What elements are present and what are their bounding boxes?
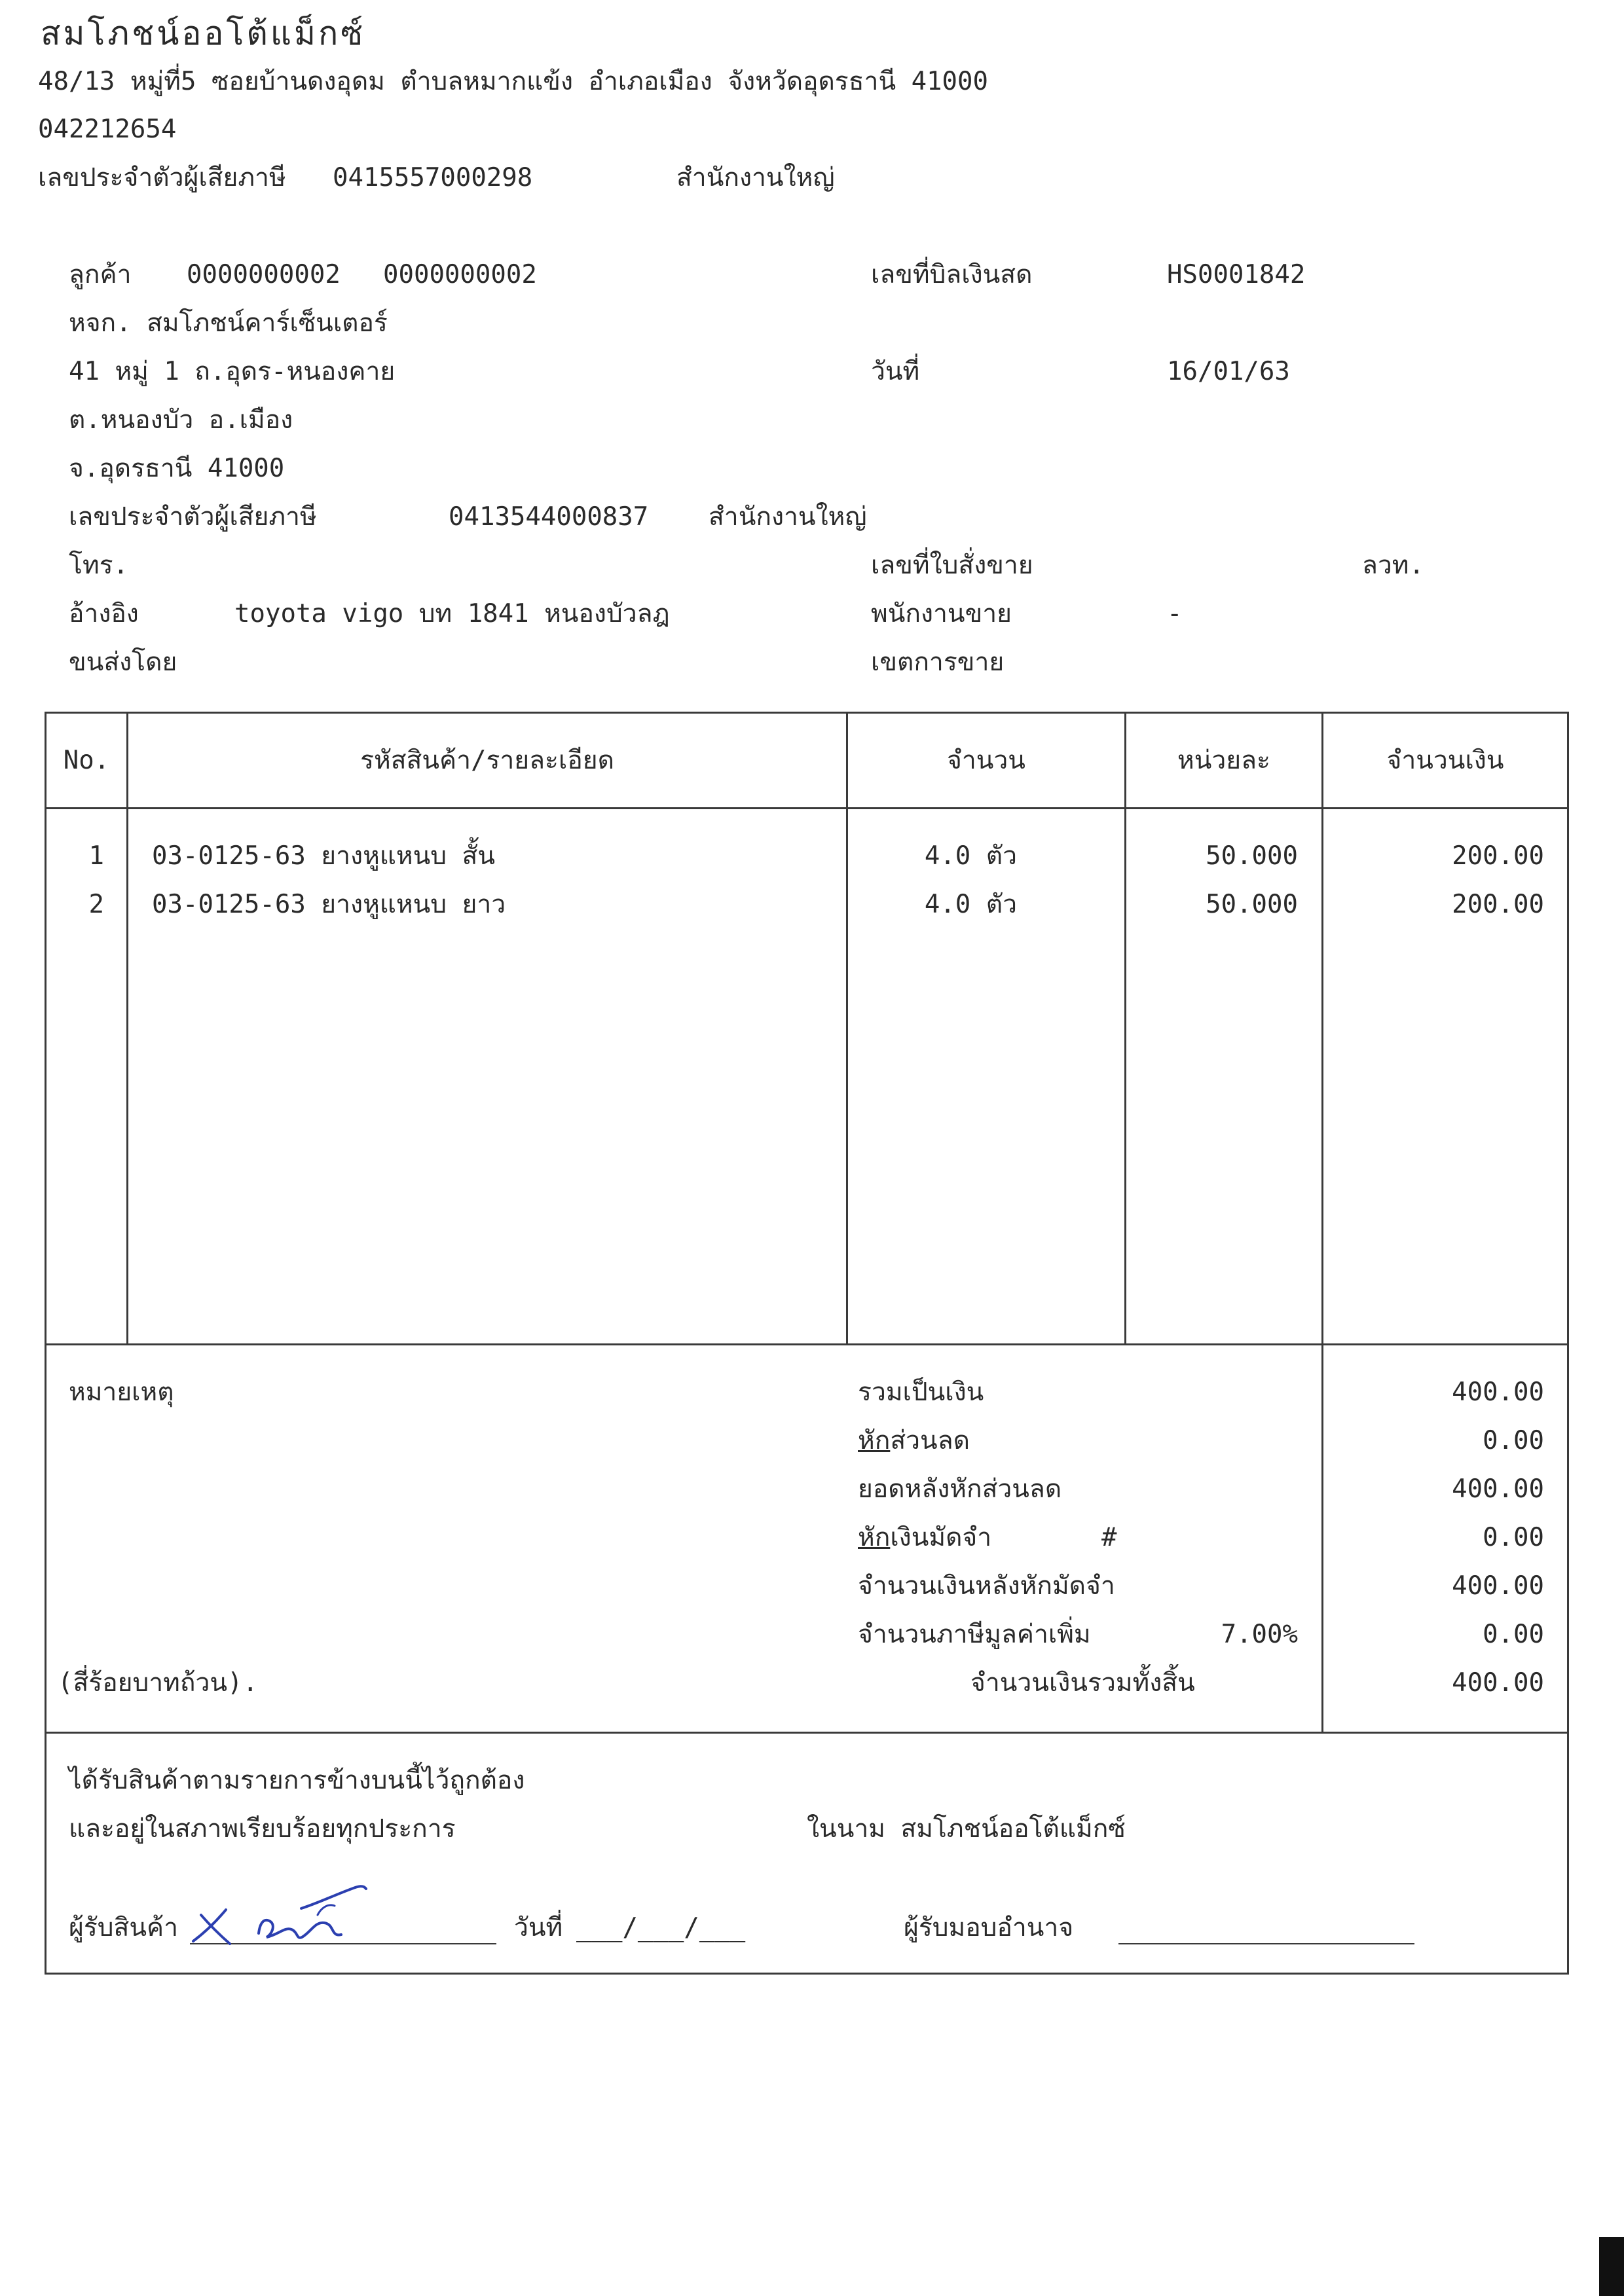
company-branch: สำนักงานใหญ่ xyxy=(676,163,835,192)
received-line-2: และอยู่ในสภาพเรียบร้อยทุกประการ xyxy=(69,1814,456,1844)
grand-total-value: 400.00 xyxy=(1452,1668,1544,1698)
row-2-no: 2 xyxy=(88,890,104,919)
customer-reference-label: อ้างอิง xyxy=(69,599,139,629)
company-phone: 042212654 xyxy=(38,115,177,144)
table-totals-bottom xyxy=(45,1732,1569,1734)
on-behalf-of: ในนาม สมโภชน์ออโต้แม็กซ์ xyxy=(807,1814,1126,1844)
company-name: สมโภชน์ออโต้แม็กซ์ xyxy=(41,14,366,52)
customer-tax-id: 0413544000837 xyxy=(449,502,649,532)
customer-reference-value: toyota vigo บท 1841 หนองบัวลฎ xyxy=(234,599,670,629)
vat-label: จำนวนภาษีมูลค่าเพิ่ม xyxy=(858,1620,1091,1649)
customer-address-2: ต.หนองบัว อ.เมือง xyxy=(69,405,293,435)
receiver-label: ผู้รับสินค้า xyxy=(69,1913,179,1942)
deposit-prefix: หัก xyxy=(858,1523,891,1552)
row-1-no: 1 xyxy=(88,841,104,871)
authorized-signature-line xyxy=(1118,1943,1414,1944)
remark-label: หมายเหตุ xyxy=(69,1377,174,1407)
customer-code-2: 0000000002 xyxy=(383,260,537,289)
deposit-value: 0.00 xyxy=(1483,1523,1544,1552)
table-footer-bottom xyxy=(45,1973,1569,1975)
customer-label: ลูกค้า xyxy=(69,260,132,289)
discount-value: 0.00 xyxy=(1483,1426,1544,1455)
header-amount: จำนวนเงิน xyxy=(1386,746,1504,775)
invoice-date: 16/01/63 xyxy=(1167,357,1290,386)
row-1-amount: 200.00 xyxy=(1452,841,1544,871)
discount-label xyxy=(858,1428,970,1453)
scan-edge-mark xyxy=(1599,2237,1624,2296)
table-header-divider xyxy=(45,807,1569,809)
grand-total-label: จำนวนเงินรวมทั้งสิ้น xyxy=(970,1668,1195,1698)
vat-value: 0.00 xyxy=(1483,1620,1544,1649)
col-divider-qty xyxy=(1124,712,1126,1345)
receiver-signature xyxy=(187,1869,396,1954)
sales-order-label: เลขที่ใบสั่งขาย xyxy=(871,551,1033,580)
customer-name: หจก. สมโภชน์คาร์เซ็นเตอร์ xyxy=(69,308,388,338)
header-unit-price: หน่วยละ xyxy=(1177,746,1270,775)
company-address: 48/13 หมู่ที่5 ซอยบ้านดงอุดม ตำบลหมากแข้ง อำเภอเมือง จังหวัดอุดรธานี 41000 xyxy=(38,67,988,96)
sales-order-extra: ลวท. xyxy=(1362,551,1424,580)
table-top-border xyxy=(45,712,1569,714)
received-line-1: ได้รับสินค้าตามรายการข้างบนนี้ไว้ถูกต้อง xyxy=(69,1766,525,1795)
customer-tax-label: เลขประจำตัวผู้เสียภาษี xyxy=(69,502,317,532)
vat-rate: 7.00% xyxy=(1221,1620,1298,1649)
row-2-unit-price: 50.000 xyxy=(1206,890,1298,919)
deposit-hash: # xyxy=(1101,1523,1117,1552)
authorized-label: ผู้รับมอบอำนาจ xyxy=(904,1913,1074,1942)
discount-text: ส่วนลด xyxy=(890,1426,970,1455)
shipping-label: ขนส่งโดย xyxy=(69,647,177,677)
col-divider-no xyxy=(126,712,128,1345)
company-tax-label: เลขประจำตัวผู้เสียภาษี xyxy=(38,163,286,192)
row-2-quantity: 4.0 ตัว xyxy=(924,890,1017,919)
col-divider-desc xyxy=(846,712,848,1345)
customer-phone-label: โทร. xyxy=(69,551,129,580)
header-quantity: จำนวน xyxy=(947,746,1025,775)
header-no: No. xyxy=(63,746,110,775)
salesperson-value: - xyxy=(1167,599,1183,629)
after-deposit-label: จำนวนเงินหลังหักมัดจำ xyxy=(858,1571,1115,1601)
after-deposit-value: 400.00 xyxy=(1452,1571,1544,1601)
sales-area-label: เขตการขาย xyxy=(871,647,1005,677)
subtotal-label: รวมเป็นเงิน xyxy=(858,1377,984,1407)
after-discount-value: 400.00 xyxy=(1452,1474,1544,1504)
subtotal-value: 400.00 xyxy=(1452,1377,1544,1407)
row-1-description: 03-0125-63 ยางหูแหนบ สั้น xyxy=(152,841,495,871)
table-right-border xyxy=(1567,712,1569,1975)
header-description: รหัสสินค้า/รายละเอียด xyxy=(360,746,614,775)
customer-branch: สำนักงานใหญ่ xyxy=(709,502,867,532)
amount-in-words: (สี่ร้อยบาทถ้วน). xyxy=(58,1668,259,1698)
discount-prefix: หัก xyxy=(858,1426,891,1455)
salesperson-label: พนักงานขาย xyxy=(871,599,1012,629)
receive-date-blank: ___/___/___ xyxy=(576,1913,746,1942)
invoice-date-label: วันที่ xyxy=(871,357,920,386)
receive-date-label: วันที่ xyxy=(514,1913,563,1942)
row-1-quantity: 4.0 ตัว xyxy=(924,841,1017,871)
table-items-bottom xyxy=(45,1343,1569,1345)
after-discount-label: ยอดหลังหักส่วนลด xyxy=(858,1474,1062,1504)
row-2-description: 03-0125-63 ยางหูแหนบ ยาว xyxy=(152,890,506,919)
customer-code-1: 0000000002 xyxy=(187,260,341,289)
deposit-label xyxy=(858,1525,991,1550)
invoice-number-label: เลขที่บิลเงินสด xyxy=(871,260,1033,289)
company-tax-id: 0415557000298 xyxy=(333,163,533,192)
customer-address-3: จ.อุดรธานี 41000 xyxy=(69,454,285,483)
deposit-text: เงินมัดจำ xyxy=(890,1523,992,1552)
row-1-unit-price: 50.000 xyxy=(1206,841,1298,871)
customer-address-1: 41 หมู่ 1 ถ.อุดร-หนองคาย xyxy=(69,357,396,386)
row-2-amount: 200.00 xyxy=(1452,890,1544,919)
invoice-number: HS0001842 xyxy=(1167,260,1306,289)
